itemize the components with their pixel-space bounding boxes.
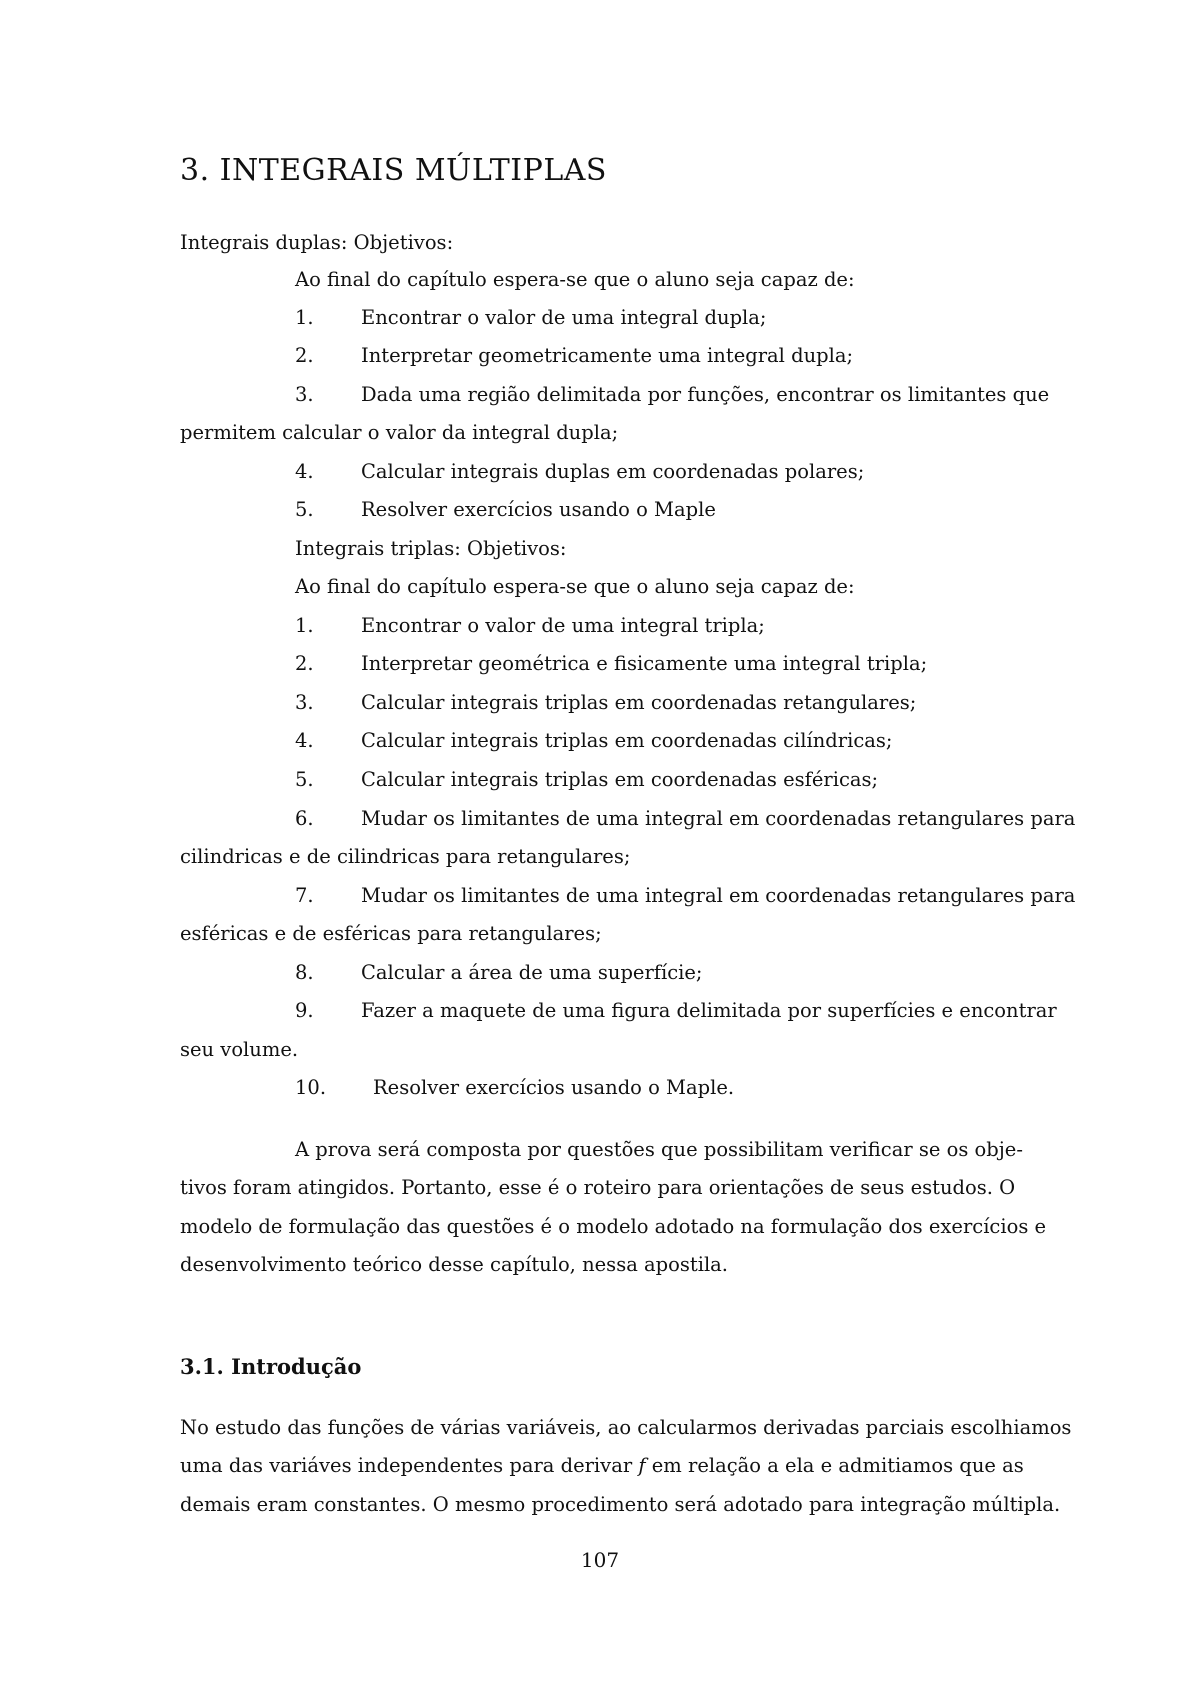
item-number: 10. (295, 1076, 327, 1099)
item-number: 8. (295, 961, 314, 984)
intro-line-1: No estudo das funções de várias variáveis, ao calcularmos derivadas parciais escolhiamos (180, 1416, 1072, 1439)
triple-heading: Integrais triplas: Objetivos: (295, 537, 567, 560)
triple-item-2 (295, 650, 927, 678)
paragraph-line-1: A prova será composta por questões que possibilitam verificar se os obje- (295, 1138, 1023, 1161)
item-number: 4. (295, 460, 314, 483)
triple-item-1 (295, 612, 765, 640)
item-text: Resolver exercícios usando o Maple (361, 498, 716, 521)
item-text: Calcular integrais duplas em coordenadas polares; (361, 460, 865, 483)
paragraph-line-4: desenvolvimento teórico desse capítulo, nessa apostila. (180, 1253, 729, 1276)
item-number: 7. (295, 884, 314, 907)
double-item-2 (295, 342, 853, 370)
item-number: 9. (295, 999, 314, 1022)
intro-line-2-start: uma das variáves independentes para derivar (180, 1454, 633, 1477)
item-text: Calcular integrais triplas em coordenadas cilíndricas; (361, 729, 893, 752)
double-heading: Integrais duplas: Objetivos: (180, 231, 454, 254)
triple-item-10 (295, 1074, 734, 1102)
function-symbol: f (638, 1454, 646, 1477)
double-intro: Ao final do capítulo espera-se que o aluno seja capaz de: (295, 268, 855, 291)
triple-item-7-cont: esféricas e de esféricas para retangulares; (180, 922, 602, 945)
item-text: Resolver exercícios usando o Maple. (373, 1076, 735, 1099)
item-text: Mudar os limitantes de uma integral em coordenadas retangulares para (361, 884, 1076, 907)
item-text: Interpretar geométrica e fisicamente uma integral tripla; (361, 652, 928, 675)
item-number: 2. (295, 344, 314, 367)
item-number: 2. (295, 652, 314, 675)
item-text: Interpretar geometricamente uma integral dupla; (361, 344, 854, 367)
double-item-3 (295, 381, 1085, 409)
triple-item-5 (295, 766, 878, 794)
item-text: Mudar os limitantes de uma integral em coordenadas retangulares para (361, 807, 1076, 830)
page-number: 107 (580, 1548, 620, 1572)
item-number: 4. (295, 729, 314, 752)
triple-intro: Ao final do capítulo espera-se que o aluno seja capaz de: (295, 575, 855, 598)
item-number: 5. (295, 498, 314, 521)
item-text: Fazer a maquete de uma figura delimitada por superfícies e encontrar (361, 999, 1057, 1022)
intro-line-2 (180, 1452, 1024, 1480)
triple-item-9 (295, 997, 1057, 1025)
triple-item-3 (295, 689, 916, 717)
triple-item-4 (295, 727, 892, 755)
paragraph-line-3: modelo de formulação das questões é o modelo adotado na formulação dos exercícios e (180, 1215, 1047, 1238)
section-title: 3.1. Introdução (180, 1354, 362, 1379)
triple-item-6-cont: cilindricas e de cilindricas para retangulares; (180, 845, 631, 868)
chapter-title: 3. INTEGRAIS MÚLTIPLAS (180, 153, 607, 188)
double-item-5 (295, 496, 716, 524)
item-number: 3. (295, 691, 314, 714)
item-number: 5. (295, 768, 314, 791)
item-text: Calcular integrais triplas em coordenadas retangulares; (361, 691, 917, 714)
item-text: Encontrar o valor de uma integral dupla; (361, 306, 767, 329)
double-item-4 (295, 458, 864, 486)
item-number: 3. (295, 383, 314, 406)
triple-item-9-cont: seu volume. (180, 1038, 299, 1061)
triple-item-8 (295, 959, 703, 987)
double-item-1 (295, 304, 766, 332)
double-item-3-cont: permitem calcular o valor da integral dupla; (180, 421, 619, 444)
item-text: Dada uma região delimitada por funções, encontrar os limitantes que (361, 383, 1050, 406)
item-text: Calcular a área de uma superfície; (361, 961, 703, 984)
item-number: 1. (295, 614, 314, 637)
item-number: 1. (295, 306, 314, 329)
item-text: Calcular integrais triplas em coordenadas esféricas; (361, 768, 879, 791)
item-number: 6. (295, 807, 314, 830)
intro-line-2-end: em relação a ela e admitiamos que as (651, 1454, 1024, 1477)
triple-item-7 (295, 882, 1075, 910)
item-text: Encontrar o valor de uma integral tripla; (361, 614, 765, 637)
intro-line-3: demais eram constantes. O mesmo procedimento será adotado para integração múltipla. (180, 1493, 1061, 1516)
paragraph-line-2: tivos foram atingidos. Portanto, esse é o roteiro para orientações de seus estudos. O (180, 1176, 1016, 1199)
triple-item-6 (295, 805, 1075, 833)
